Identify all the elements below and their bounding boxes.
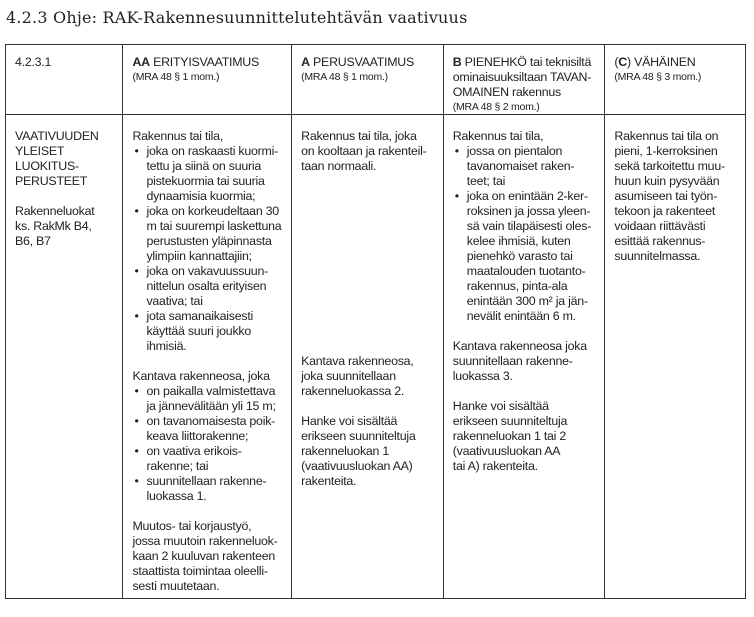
row-label-ref-line: Rakenneluokat (15, 204, 95, 218)
text-line: voidaan riittävästi (614, 219, 706, 233)
text-line: teet; tai (466, 174, 506, 188)
text-line: vaativa; tai (146, 294, 203, 308)
text-line: (vaativuusluokan AA) (301, 459, 413, 473)
header-a-ref: (MRA 48 § 1 mom.) (301, 71, 388, 83)
header-a-name: PERUSVAATIMUS (313, 55, 414, 69)
header-c-code: C (618, 55, 627, 69)
text-line: rakenteita. (301, 474, 357, 488)
text-line: suunnitellaan rakenne- (452, 354, 573, 368)
text-line: asumiseen tai työn- (614, 189, 718, 203)
b-structure-block (453, 339, 599, 384)
row-label-line: YLEISET (15, 144, 65, 158)
list-item (132, 309, 285, 354)
text-line: suunnitelmassa. (614, 249, 701, 263)
text-line: • joka on vakavuussuun- (146, 264, 268, 278)
header-c-name: VÄHÄINEN (634, 55, 696, 69)
text-line: ylimpiin kannattajiin; (146, 249, 252, 263)
text-line: • joka on raskaasti kuormi- (146, 144, 278, 158)
header-a-title (301, 55, 435, 70)
text-line: • jossa on pientalon (466, 144, 563, 158)
header-aa-name: ERITYISVAATIMUS (153, 55, 260, 69)
list-item (132, 264, 285, 309)
aa-renovation-block (132, 519, 285, 594)
row-label-line: VAATIVUUDEN (15, 129, 99, 143)
list-item (132, 414, 285, 444)
text-line: huun kuin pysyvään (614, 174, 720, 188)
row-label-cell (6, 115, 123, 599)
row-label-ref-line: ks. RakMk B4, (15, 219, 92, 233)
text-line: perustusten yläpinnasta (146, 234, 272, 248)
aa-structure-list (132, 384, 285, 504)
text-line: pistekuormia tai suuria (146, 174, 265, 188)
a-building-block (301, 129, 437, 174)
text-line: keava liittorakenne; (146, 429, 249, 443)
text-line: pienehkö varasto tai (466, 249, 573, 263)
text-line: jossa muutoin rakenneluok- (132, 534, 278, 548)
list-item (453, 189, 599, 324)
header-row (6, 45, 746, 115)
row-label-ref (15, 204, 116, 249)
header-b-title (453, 55, 597, 70)
list-item (132, 384, 285, 414)
text-line: rakenneluokan 1 (301, 444, 390, 458)
text-line: enintään 300 m² ja jän- (466, 294, 588, 308)
header-aa-code: AA (132, 55, 150, 69)
text-line: erikseen suunniteltuja (301, 429, 416, 443)
text-line: rakennus, pinta-ala (466, 279, 568, 293)
text-line: sekä tarkoitettu muu- (614, 159, 725, 173)
text-line: tai A) rakenteita. (452, 459, 538, 473)
text-line: Kantava rakenneosa, (301, 354, 414, 368)
header-c (605, 45, 746, 115)
text-line: esittää rakennus- (614, 234, 706, 248)
text-line: joka suunnitellaan (301, 369, 396, 383)
text-line: • on paikalla valmistettava (146, 384, 276, 398)
text-line: Hanke voi sisältää (452, 399, 549, 413)
text-line: rakenne; tai (146, 459, 209, 473)
header-b-code: B (452, 55, 462, 69)
text-line: sesti muutetaan. (132, 579, 220, 593)
text-line: luokassa 1. (146, 489, 207, 503)
list-item (453, 144, 599, 189)
text-line: Rakennus tai tila on (614, 129, 719, 143)
header-c-title: (C) VÄHÄINEN (614, 55, 696, 69)
header-aa-title (132, 55, 283, 70)
list-item (132, 474, 285, 504)
text-line: ja jännevälitään yli 15 m; (146, 399, 276, 413)
text-line: on kooltaan ja rakenteil- (301, 144, 427, 158)
text-line: • on tavanomaisesta poik- (146, 414, 276, 428)
text-line: • joka on korkeudeltaan 30 (146, 204, 279, 218)
b-project-block (453, 399, 599, 474)
c-building-block (614, 129, 739, 264)
row-label-line: PERUSTEET (15, 174, 88, 188)
text-line: rakenneluokan 1 tai 2 (452, 429, 566, 443)
text-line: • suunnitellaan rakenne- (146, 474, 267, 488)
header-b (443, 45, 605, 115)
text-line: Muutos- tai korjaustyö, (132, 519, 252, 533)
aa-structure-block (132, 369, 285, 504)
aa-building-block (132, 129, 285, 354)
text-line: roksinen ja jossa yleen- (466, 204, 591, 218)
text-line: • on vaativa erikois- (146, 444, 242, 458)
text-line: m tai suurempi laskettuna (146, 219, 282, 233)
text-line: dynaamisia kuormia; (146, 189, 256, 203)
text-line: nevälit enintään 6 m. (466, 309, 576, 323)
list-item (132, 204, 285, 264)
aa-content-cell (123, 115, 292, 599)
text-line: Rakennus tai tila, joka (301, 129, 417, 143)
list-item (132, 144, 285, 204)
text-line: sä vain tilapäisesti oles- (466, 219, 592, 233)
text-line: rakenneluokassa 2. (301, 384, 405, 398)
a-structure-block (301, 354, 437, 399)
header-b-name-line: PIENEHKÖ tai teknisiltä (464, 55, 592, 69)
c-content-cell (605, 115, 746, 599)
text-line: staattista toimintaa oleelli- (132, 564, 268, 578)
header-b-name-line: OMAINEN rakennus (452, 85, 561, 99)
b-building-block (453, 129, 599, 324)
b-content-cell (443, 115, 605, 599)
text-line: tettu ja siinä on suuria (146, 159, 262, 173)
requirement-table (5, 44, 746, 599)
section-number: 4.2.3.1 (15, 55, 52, 69)
b-building-list (453, 144, 599, 324)
text-line: luokassa 3. (452, 369, 513, 383)
body-row (6, 115, 746, 599)
text-line: erikseen suunniteltuja (452, 414, 568, 428)
text-line: käyttää suuri joukko (146, 324, 251, 338)
text-line: Kantava rakenneosa joka (452, 339, 587, 353)
a-content-cell (292, 115, 444, 599)
aa-intro: Rakennus tai tila, (132, 129, 224, 143)
list-item (132, 444, 285, 474)
text-line: kelee ihmisiä, kuten (466, 234, 571, 248)
header-aa-ref: (MRA 48 § 1 mom.) (132, 71, 220, 83)
text-line: ihmisiä. (146, 339, 187, 353)
aa-intro2: Kantava rakenneosa, joka (132, 369, 270, 383)
header-c-ref: (MRA 48 § 3 mom.) (614, 71, 702, 83)
text-line: tavanomaiset raken- (466, 159, 575, 173)
aa-building-list (132, 144, 285, 354)
text-line: Hanke voi sisältää (301, 414, 398, 428)
text-line: • joka on enintään 2-ker- (466, 189, 588, 203)
text-line: kaan 2 kuuluvan rakenteen (132, 549, 276, 563)
b-intro: Rakennus tai tila, (452, 129, 544, 143)
header-b-ref: (MRA 48 § 2 mom.) (452, 101, 540, 113)
a-project-block (301, 414, 437, 489)
row-label-ref-line: B6, B7 (15, 234, 51, 248)
header-a (292, 45, 444, 115)
header-aa (123, 45, 292, 115)
header-b-name-line: ominaisuuksiltaan TAVAN- (452, 70, 592, 84)
text-line: pieni, 1-kerroksinen (614, 144, 718, 158)
text-line: tekoon ja rakenteet (614, 204, 716, 218)
text-line: (vaativuusluokan AA (452, 444, 561, 458)
text-line: taan normaali. (301, 159, 377, 173)
header-a-code: A (301, 55, 310, 69)
page-title: 4.2.3 Ohje: RAK-Rakennesuunnittelutehtävän vaativuus (6, 8, 468, 27)
text-line: maatalouden tuotanto- (466, 264, 586, 278)
text-line: • jota samanaikaisesti (146, 309, 254, 323)
text-line: nittelun osalta erityisen (146, 279, 267, 293)
corner-cell (6, 45, 123, 115)
row-label-line: LUOKITUS- (15, 159, 79, 173)
row-label (15, 129, 116, 189)
